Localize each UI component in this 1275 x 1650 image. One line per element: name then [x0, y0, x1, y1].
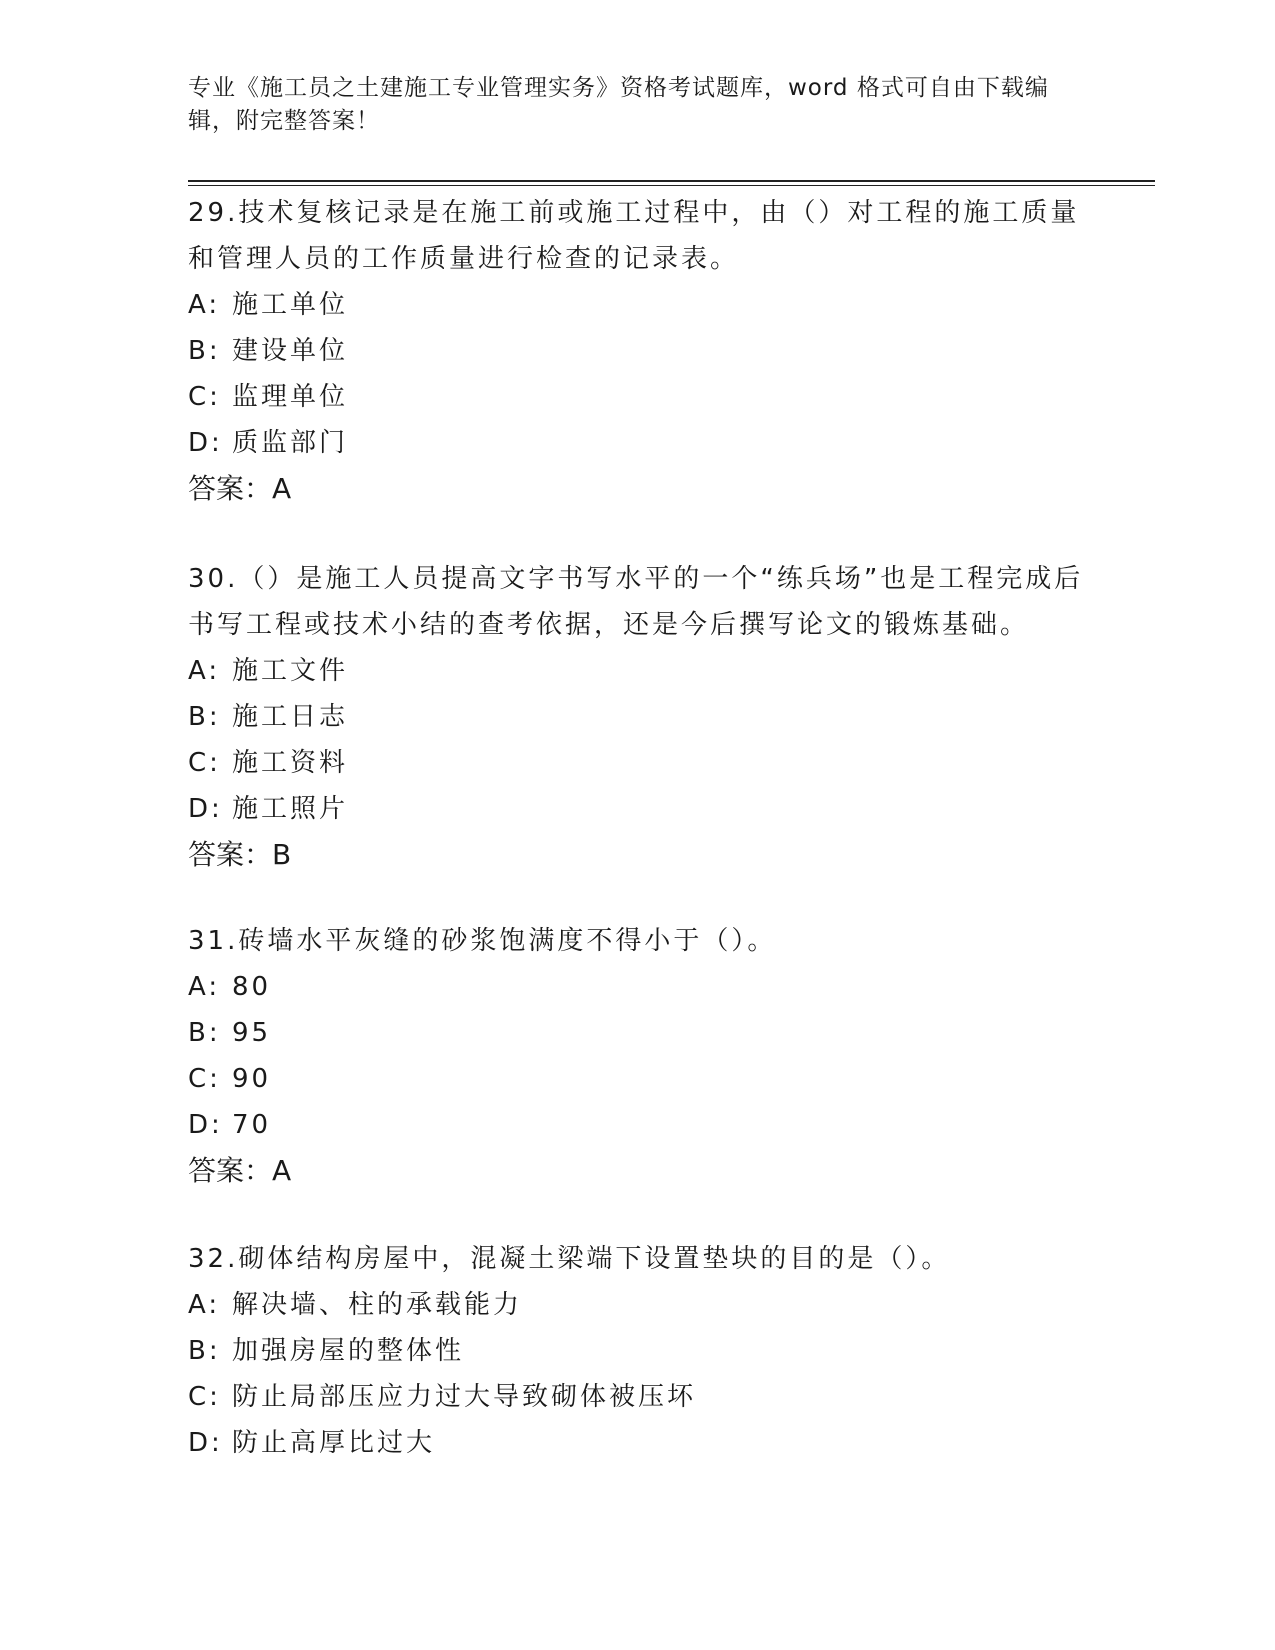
option-c — [188, 1374, 1088, 1420]
option-key: B: — [188, 1336, 221, 1366]
question-30 — [188, 556, 1088, 878]
question-stem: 32.砌体结构房屋中，混凝土梁端下设置垫块的目的是（）。 — [188, 1244, 951, 1274]
header-divider-thin — [188, 185, 1155, 186]
option-text: 95 — [232, 1018, 272, 1048]
option-key: D: — [188, 1428, 223, 1458]
option-key: A: — [188, 290, 221, 320]
option-a — [188, 648, 1088, 694]
option-a — [188, 964, 1088, 1010]
question-29 — [188, 190, 1088, 512]
question-stem: 29.技术复核记录是在施工前或施工过程中，由（）对工程的施工质量和管理人员的工作质量进行检查的记录表。 — [188, 198, 1080, 274]
option-text: 施工资料 — [232, 748, 349, 778]
option-text: 施工文件 — [232, 656, 349, 686]
option-key: B: — [188, 702, 221, 732]
option-text: 施工单位 — [232, 290, 349, 320]
option-text: 施工日志 — [232, 702, 349, 732]
option-d — [188, 1102, 1088, 1148]
question-stem: 31.砖墙水平灰缝的砂浆饱满度不得小于（）。 — [188, 926, 777, 956]
option-d — [188, 420, 1088, 466]
option-key: C: — [188, 382, 221, 412]
option-text: 建设单位 — [232, 336, 349, 366]
option-key: A: — [188, 1290, 221, 1320]
option-key: D: — [188, 1110, 223, 1140]
option-text: 70 — [232, 1110, 272, 1140]
option-b — [188, 328, 1088, 374]
question-stem: 30.（）是施工人员提高文字书写水平的一个“练兵场”也是工程完成后书写工程或技术小结的查考依据，还是今后撰写论文的锻炼基础。 — [188, 564, 1084, 640]
option-c — [188, 1056, 1088, 1102]
option-text: 防止高厚比过大 — [232, 1428, 436, 1458]
answer-line: 答案：A — [188, 472, 292, 505]
option-key: C: — [188, 748, 221, 778]
option-b — [188, 1328, 1088, 1374]
answer-line: 答案：A — [188, 1154, 292, 1187]
option-b — [188, 694, 1088, 740]
option-text: 质监部门 — [232, 428, 349, 458]
option-key: D: — [188, 794, 223, 824]
option-key: A: — [188, 656, 221, 686]
question-31 — [188, 918, 1088, 1194]
option-d — [188, 786, 1088, 832]
answer-line: 答案：B — [188, 838, 292, 871]
option-c — [188, 374, 1088, 420]
option-text: 监理单位 — [232, 382, 349, 412]
option-key: D: — [188, 428, 223, 458]
option-text: 防止局部压应力过大导致砌体被压坏 — [232, 1382, 697, 1412]
option-text: 80 — [232, 972, 272, 1002]
option-text: 施工照片 — [232, 794, 349, 824]
option-a — [188, 282, 1088, 328]
question-32 — [188, 1236, 1088, 1466]
option-key: C: — [188, 1064, 221, 1094]
document-header: 专业《施工员之土建施工专业管理实务》资格考试题库，word 格式可自由下载编辑，附完整答案！ — [188, 75, 1049, 134]
option-b — [188, 1010, 1088, 1056]
option-a — [188, 1282, 1088, 1328]
option-text: 90 — [232, 1064, 272, 1094]
option-key: A: — [188, 972, 221, 1002]
header-divider-thick — [188, 180, 1155, 182]
option-key: B: — [188, 1018, 221, 1048]
option-key: B: — [188, 336, 221, 366]
option-d — [188, 1420, 1088, 1466]
option-text: 加强房屋的整体性 — [232, 1336, 465, 1366]
option-c — [188, 740, 1088, 786]
option-text: 解决墙、柱的承载能力 — [232, 1290, 523, 1320]
option-key: C: — [188, 1382, 221, 1412]
